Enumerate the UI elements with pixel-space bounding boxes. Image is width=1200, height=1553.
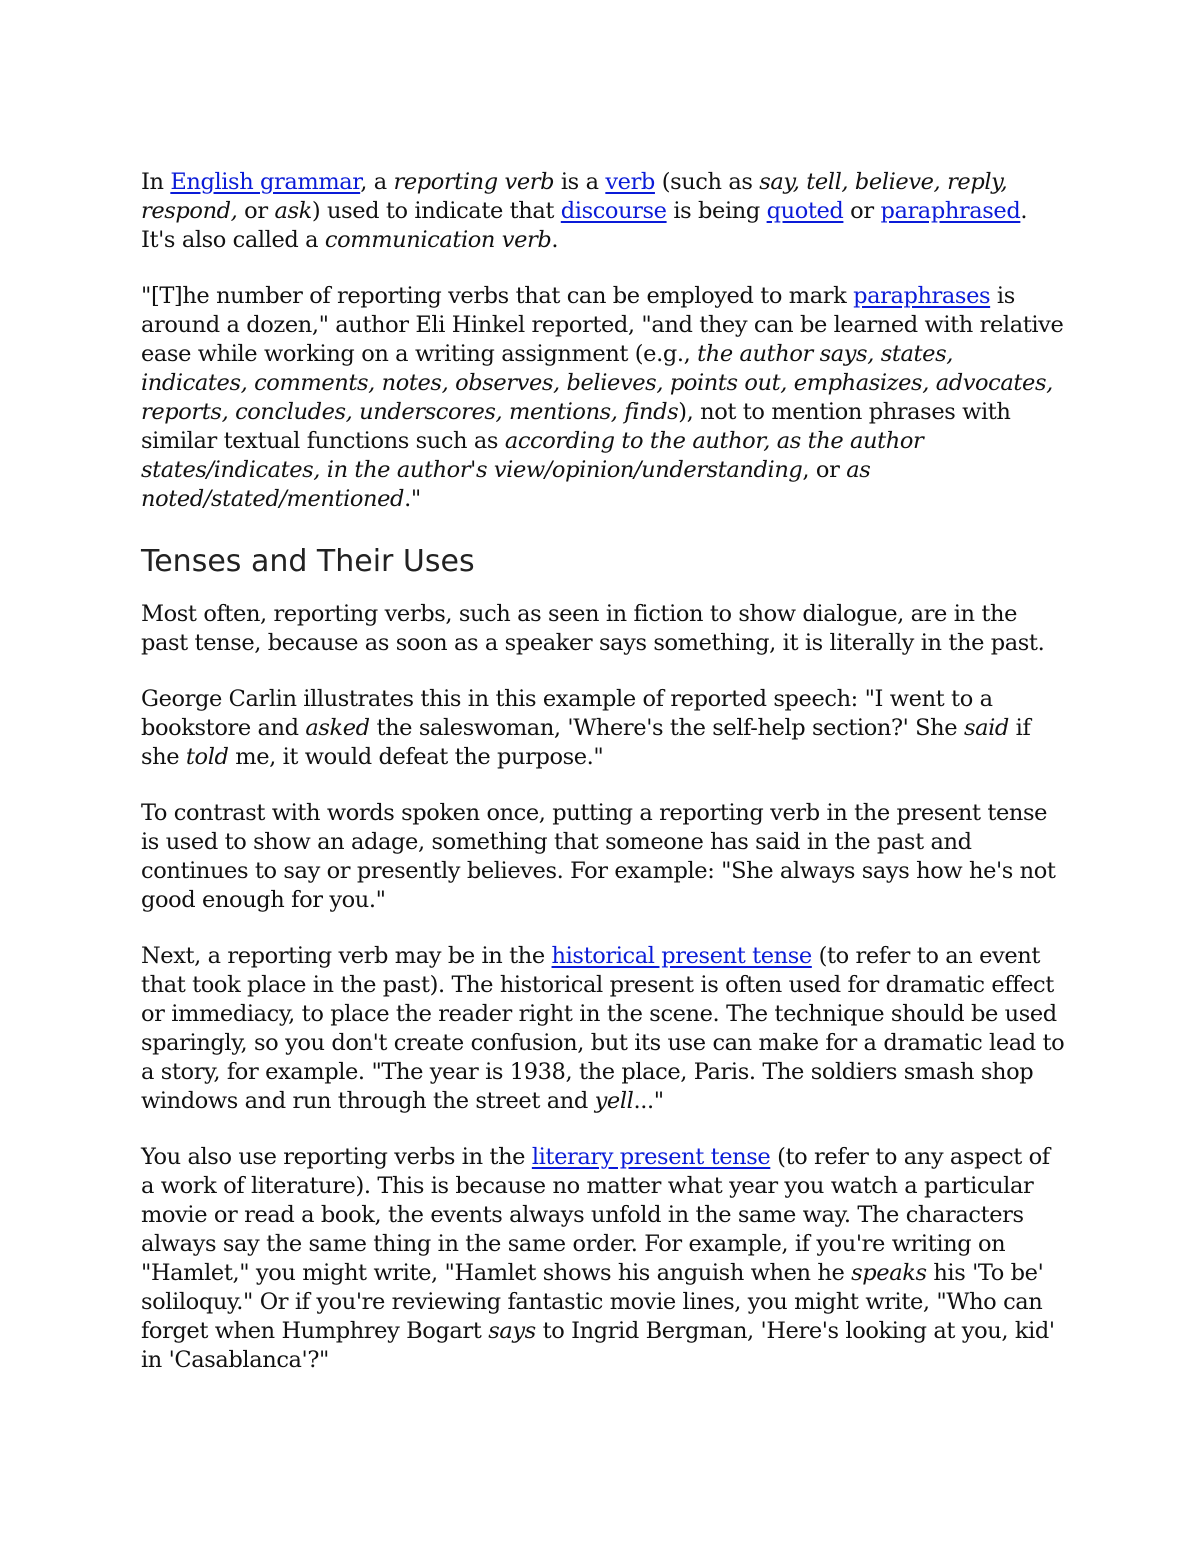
text: Next, a reporting verb may be in the (141, 943, 552, 969)
section-heading: Tenses and Their Uses (141, 544, 475, 579)
text: , a (360, 169, 394, 195)
link-paraphrases[interactable]: paraphrases (853, 283, 991, 309)
text: ), not to mention phrases with similar textual functions such as (141, 399, 1011, 454)
link-historical-present-tense[interactable]: historical present tense (551, 943, 812, 969)
text: (such as (654, 169, 760, 195)
text: is around a dozen," author Eli Hinkel reported, "and they can be learned with relative ease while working on a writing assignment (e.g., (141, 283, 1064, 367)
paragraph-carlin-example (141, 685, 1066, 772)
text: , or (802, 457, 847, 483)
text: ) used to indicate that (311, 198, 561, 224)
text: or (237, 198, 275, 224)
italic-text: communication verb (324, 227, 552, 253)
italic-text: according to the author, as the author states/indicates, in the author's view/opinion/understanding (141, 428, 924, 483)
link-english-grammar[interactable]: English grammar (170, 169, 361, 195)
paragraph-intro (141, 168, 1066, 255)
italic-text: ask (274, 198, 312, 224)
text: . (551, 227, 559, 253)
text: or (843, 198, 881, 224)
text: if she (141, 715, 1031, 770)
paragraph-hinkel-quote (141, 282, 1066, 514)
text: George Carlin illustrates this in this example of reported speech: "I went to a bookstore and (141, 686, 993, 741)
italic-text: told (185, 744, 229, 770)
text: ..." (633, 1088, 664, 1114)
text: the saleswoman, 'Where's the self-help section?' She (369, 715, 964, 741)
text: is being (666, 198, 767, 224)
italic-text: speaks (851, 1260, 927, 1286)
italic-text: as noted/stated/mentioned (141, 457, 871, 512)
italic-text: the author says, states, indicates, comments, notes, observes, believes, points out, emphasizes, advocates, reports, concludes, underscores, mentions, finds (141, 341, 1053, 425)
text: ." (404, 486, 421, 512)
link-literary-present-tense[interactable]: literary present tense (531, 1144, 771, 1170)
text: "[T]he number of reporting verbs that can be employed to mark (141, 283, 854, 309)
italic-text: says (488, 1318, 536, 1344)
text: (to refer to an event that took place in the past). The historical present is often used for dramatic effect or immediacy, to place the reader right in the scene. The technique should be used sparingly, so you don't create confusion, but its use can make for a dramatic lead to a story, for example. "The year is 1938, the place, Paris. The soldiers smash shop windows and run through the street and (141, 943, 1065, 1114)
paragraph-past-tense (141, 600, 1066, 658)
text: to Ingrid Bergman, 'Here's looking at you, kid' in 'Casablanca'?" (141, 1318, 1055, 1373)
paragraph-historical-present (141, 942, 1066, 1116)
text: . It's also called a (141, 198, 1028, 253)
document-page (141, 168, 1066, 1402)
link-paraphrased[interactable]: paraphrased (880, 198, 1021, 224)
italic-text: say, tell, believe, reply, respond, (141, 169, 1008, 224)
text: (to refer to any aspect of a work of literature). This is because no matter what year you watch a particular movie or read a book, the events always unfold in the same way. The characters always say the same thing in the same order. For example, if you're writing on "Hamlet," you might write, "Hamlet shows his anguish when he (141, 1144, 1050, 1286)
text: You also use reporting verbs in the (141, 1144, 532, 1170)
text: his 'To be' soliloquy." Or if you're reviewing fantastic movie lines, you might write, "Who can forget when Humphrey Bogart (141, 1260, 1044, 1344)
italic-text: asked (305, 715, 370, 741)
text: Most often, reporting verbs, such as seen in fiction to show dialogue, are in the past tense, because as soon as a speaker says something, it is literally in the past. (141, 601, 1045, 656)
text: To contrast with words spoken once, putting a reporting verb in the present tense is used to show an adage, something that someone has said in the past and continues to say or presently believes. For example: "She always says how he's not good enough for you." (141, 800, 1056, 913)
paragraph-present-tense (141, 799, 1066, 915)
text: In (141, 169, 171, 195)
italic-text: reporting verb (393, 169, 555, 195)
paragraph-literary-present (141, 1143, 1066, 1375)
link-discourse[interactable]: discourse (560, 198, 667, 224)
link-quoted[interactable]: quoted (766, 198, 844, 224)
text: is a (554, 169, 606, 195)
italic-text: said (963, 715, 1009, 741)
text: me, it would defeat the purpose." (228, 744, 604, 770)
italic-text: yell (594, 1088, 634, 1114)
link-verb[interactable]: verb (605, 169, 655, 195)
